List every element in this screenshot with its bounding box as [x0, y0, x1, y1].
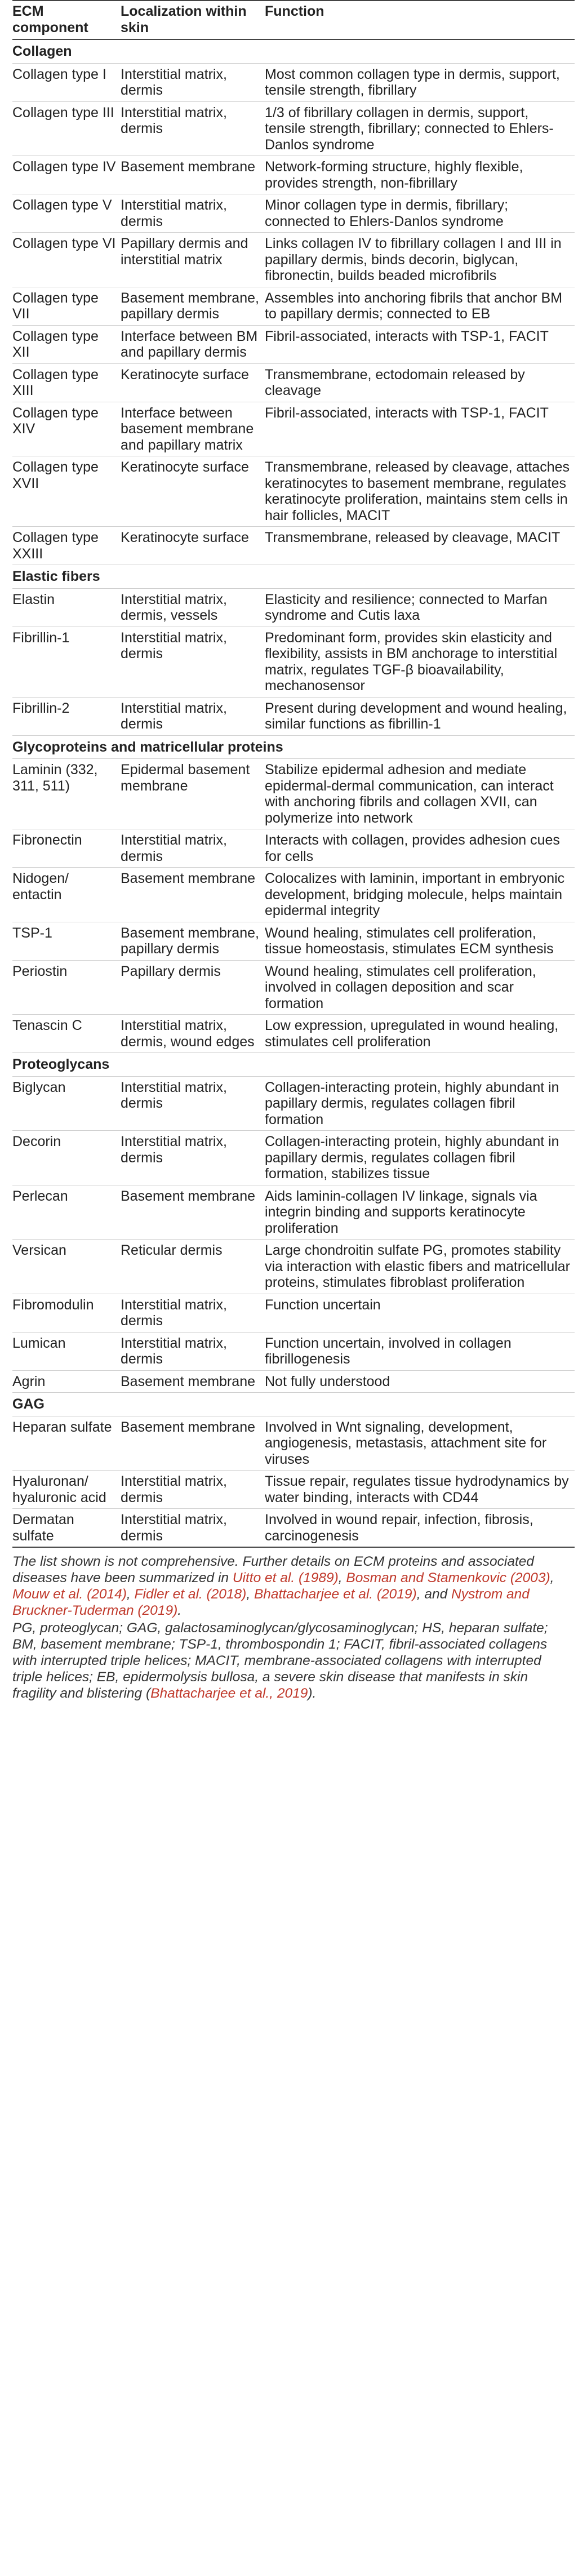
cell-function: Involved in Wnt signaling, development, angiogenesis, metastasis, attachment site for viruses — [265, 1416, 575, 1471]
table-row — [12, 325, 575, 363]
cell-component: Biglycan — [12, 1076, 121, 1131]
cell-function: Wound healing, stimulates cell proliferation, tissue homeostasis, stimulates ECM synthesis — [265, 922, 575, 960]
table-row — [12, 1185, 575, 1240]
cell-component: Lumican — [12, 1332, 121, 1370]
cell-function: Elasticity and resilience; connected to Marfan syndrome and Cutis laxa — [265, 588, 575, 627]
cell-localization: Interstitial matrix, dermis — [121, 1509, 265, 1548]
table-row — [12, 1471, 575, 1509]
table-row — [12, 960, 575, 1015]
cell-component: Versican — [12, 1240, 121, 1294]
cell-function: Transmembrane, released by cleavage, MACIT — [265, 527, 575, 565]
footnote-ref: Mouw et al. (2014) — [12, 1587, 127, 1602]
table-row — [12, 1015, 575, 1053]
cell-function: Collagen-interacting protein, highly abundant in papillary dermis, regulates collagen fibril formation, stabilizes tissue — [265, 1131, 575, 1185]
table-row — [12, 1131, 575, 1185]
table-row — [12, 194, 575, 233]
table-row — [12, 1240, 575, 1294]
section-title: Collagen — [12, 39, 575, 63]
cell-function: Network-forming structure, highly flexible, provides strength, non-fibrillary — [265, 156, 575, 194]
table-row — [12, 101, 575, 156]
table-row — [12, 697, 575, 735]
cell-localization: Keratinocyte surface — [121, 527, 265, 565]
cell-component: Collagen type VI — [12, 233, 121, 287]
cell-localization: Interstitial matrix, dermis — [121, 101, 265, 156]
cell-function: Transmembrane, released by cleavage, attaches keratinocytes to basement membrane, regulates keratinocyte proliferation, maintains stem cells in hair follicles, MACIT — [265, 456, 575, 527]
cell-component: Fibromodulin — [12, 1294, 121, 1332]
cell-component: Collagen type I — [12, 63, 121, 101]
cell-component: Fibronectin — [12, 829, 121, 868]
table-row — [12, 63, 575, 101]
footnote-scope: The list shown is not comprehensive. Further details on ECM proteins and associated diseases have been summarized in Uitto et al. (1989), Bosman and Stamenkovic (2003), Mouw et al. (2014), Fidler et al. (2018), Bhattacharjee et al. (2019), and Nystrom and Bruckner-Tuderman (2019). — [12, 1554, 554, 1618]
section-row — [12, 1053, 575, 1077]
cell-function: Function uncertain, involved in collagen fibrillogenesis — [265, 1332, 575, 1370]
cell-localization: Interstitial matrix, dermis, wound edges — [121, 1015, 265, 1053]
table-row — [12, 1416, 575, 1471]
section-title: Elastic fibers — [12, 565, 575, 589]
cell-component: Collagen type XVII — [12, 456, 121, 527]
cell-function: Wound healing, stimulates cell proliferation, involved in collagen deposition and scar formation — [265, 960, 575, 1015]
table-row — [12, 363, 575, 402]
footnote-intro: The list shown is not comprehensive. Further details on ECM proteins and associated diseases have been summarized in — [12, 1554, 535, 1585]
table-row — [12, 287, 575, 325]
table-row — [12, 922, 575, 960]
section-row — [12, 1393, 575, 1416]
cell-component: Dermatan sulfate — [12, 1509, 121, 1548]
cell-localization: Reticular dermis — [121, 1240, 265, 1294]
header-function: Function — [265, 1, 575, 39]
table-row — [12, 1509, 575, 1548]
cell-function: 1/3 of fibrillary collagen in dermis, support, tensile strength, fibrillary; connected to Ehlers-Danlos syndrome — [265, 101, 575, 156]
cell-component: Agrin — [12, 1370, 121, 1393]
cell-component: Collagen type VII — [12, 287, 121, 325]
cell-component: Collagen type XIV — [12, 402, 121, 456]
cell-function: Fibril-associated, interacts with TSP-1, FACIT — [265, 402, 575, 456]
cell-function: Present during development and wound healing, similar functions as fibrillin-1 — [265, 697, 575, 735]
section-title: GAG — [12, 1393, 575, 1416]
table-row — [12, 588, 575, 627]
footnote-abbrev-end: ). — [308, 1686, 317, 1701]
cell-localization: Interstitial matrix, dermis — [121, 1076, 265, 1131]
table-row — [12, 156, 575, 194]
table-row — [12, 527, 575, 565]
cell-function: Stabilize epidermal adhesion and mediate epidermal-dermal communication, can interact with anchoring fibrils and collagen XVII, can polymerize into network — [265, 759, 575, 829]
cell-component: Collagen type III — [12, 101, 121, 156]
cell-component: Collagen type XIII — [12, 363, 121, 402]
table-row — [12, 402, 575, 456]
cell-localization: Interstitial matrix, dermis — [121, 697, 265, 735]
cell-localization: Papillary dermis — [121, 960, 265, 1015]
header-localization: Localization within skin — [121, 1, 265, 39]
table-row — [12, 233, 575, 287]
cell-component: Decorin — [12, 1131, 121, 1185]
cell-localization: Epidermal basement membrane — [121, 759, 265, 829]
cell-component: Collagen type XII — [12, 325, 121, 363]
cell-function: Transmembrane, ectodomain released by cleavage — [265, 363, 575, 402]
cell-function: Low expression, upregulated in wound healing, stimulates cell proliferation — [265, 1015, 575, 1053]
cell-localization: Papillary dermis and interstitial matrix — [121, 233, 265, 287]
cell-component: TSP-1 — [12, 922, 121, 960]
cell-component: Collagen type IV — [12, 156, 121, 194]
table-footnote — [12, 1548, 575, 1702]
cell-function: Predominant form, provides skin elasticity and flexibility, assists in BM anchorage to interstitial matrix, regulates TGF-β bioavailability, mechanosensor — [265, 627, 575, 697]
footnote-ref: Bosman and Stamenkovic (2003) — [346, 1570, 550, 1585]
table-row — [12, 1076, 575, 1131]
table-row — [12, 1294, 575, 1332]
cell-localization: Basement membrane — [121, 1416, 265, 1471]
ecm-table — [12, 0, 575, 1548]
footnote-abbrev: PG, proteoglycan; GAG, galactosaminoglycan/glycosaminoglycan; HS, heparan sulfate; BM, basement membrane; TSP-1, thrombospondin 1; FACIT, fibril-associated collagens with interrupted triple helices; MACIT, membrane-associated collagens with interrupted triple helices; EB, epidermolysis bullosa, a severe skin disease that manifests in skin fragility and blistering ( — [12, 1620, 548, 1701]
cell-localization: Interface between basement membrane and papillary matrix — [121, 402, 265, 456]
cell-localization: Basement membrane — [121, 1370, 265, 1393]
footnote-ref: Nystrom and Bruckner-Tuderman (2019) — [12, 1587, 530, 1618]
cell-localization: Interstitial matrix, dermis — [121, 627, 265, 697]
cell-component: Laminin (332, 311, 511) — [12, 759, 121, 829]
cell-localization: Keratinocyte surface — [121, 363, 265, 402]
cell-component: Fibrillin-2 — [12, 697, 121, 735]
table-header-row — [12, 1, 575, 39]
cell-function: Most common collagen type in dermis, support, tensile strength, fibrillary — [265, 63, 575, 101]
cell-localization: Interstitial matrix, dermis — [121, 63, 265, 101]
table-row — [12, 759, 575, 829]
cell-localization: Basement membrane — [121, 156, 265, 194]
section-title: Proteoglycans — [12, 1053, 575, 1077]
table-row — [12, 829, 575, 868]
cell-localization: Basement membrane, papillary dermis — [121, 287, 265, 325]
table-row — [12, 627, 575, 697]
header-ecm-component: ECM component — [12, 1, 121, 39]
cell-localization: Interstitial matrix, dermis — [121, 1131, 265, 1185]
cell-localization: Interstitial matrix, dermis — [121, 1332, 265, 1370]
section-title: Glycoproteins and matricellular proteins — [12, 735, 575, 759]
cell-localization: Interstitial matrix, dermis, vessels — [121, 588, 265, 627]
cell-component: Collagen type XXIII — [12, 527, 121, 565]
cell-function: Assembles into anchoring fibrils that anchor BM to papillary dermis; connected to EB — [265, 287, 575, 325]
cell-function: Links collagen IV to fibrillary collagen I and III in papillary dermis, binds decorin, biglycan, fibronectin, builds beaded microfibrils — [265, 233, 575, 287]
table-body — [12, 39, 575, 1547]
section-row — [12, 735, 575, 759]
footnote-refs: Uitto et al. (1989), Bosman and Stamenkovic (2003), Mouw et al. (2014), Fidler et al. (2018), Bhattacharjee et al. (2019), and Nystrom and Bruckner-Tuderman (2019) — [12, 1570, 554, 1618]
footnote-ref: Uitto et al. (1989) — [232, 1570, 339, 1585]
cell-localization: Basement membrane — [121, 868, 265, 922]
cell-function: Colocalizes with laminin, important in embryonic development, bridging molecule, helps maintain epidermal integrity — [265, 868, 575, 922]
cell-function: Tissue repair, regulates tissue hydrodynamics by water binding, interacts with CD44 — [265, 1471, 575, 1509]
cell-localization: Interstitial matrix, dermis — [121, 829, 265, 868]
cell-localization: Basement membrane — [121, 1185, 265, 1240]
cell-component: Perlecan — [12, 1185, 121, 1240]
cell-component: Tenascin C — [12, 1015, 121, 1053]
cell-component: Hyaluronan/ hyaluronic acid — [12, 1471, 121, 1509]
section-row — [12, 565, 575, 589]
cell-function: Interacts with collagen, provides adhesion cues for cells — [265, 829, 575, 868]
cell-component: Heparan sulfate — [12, 1416, 121, 1471]
cell-localization: Interstitial matrix, dermis — [121, 1471, 265, 1509]
cell-component: Collagen type V — [12, 194, 121, 233]
footnote-abbrev-ref: Bhattacharjee et al., 2019 — [150, 1686, 308, 1701]
table-row — [12, 868, 575, 922]
cell-component: Periostin — [12, 960, 121, 1015]
cell-function: Not fully understood — [265, 1370, 575, 1393]
table-row — [12, 456, 575, 527]
cell-localization: Interface between BM and papillary dermis — [121, 325, 265, 363]
cell-localization: Keratinocyte surface — [121, 456, 265, 527]
cell-localization: Interstitial matrix, dermis — [121, 194, 265, 233]
table-row — [12, 1370, 575, 1393]
footnote-ref: Bhattacharjee et al. (2019) — [254, 1587, 417, 1602]
table-row — [12, 1332, 575, 1370]
cell-function: Collagen-interacting protein, highly abundant in papillary dermis, regulates collagen fibril formation — [265, 1076, 575, 1131]
cell-component: Elastin — [12, 588, 121, 627]
cell-function: Minor collagen type in dermis, fibrillary; connected to Ehlers-Danlos syndrome — [265, 194, 575, 233]
cell-component: Nidogen/ entactin — [12, 868, 121, 922]
cell-function: Large chondroitin sulfate PG, promotes stability via interaction with elastic fibers and matricellular proteins, stimulates fibroblast proliferation — [265, 1240, 575, 1294]
footnote-ref: Fidler et al. (2018) — [134, 1587, 247, 1602]
cell-function: Function uncertain — [265, 1294, 575, 1332]
cell-component: Fibrillin-1 — [12, 627, 121, 697]
cell-localization: Basement membrane, papillary dermis — [121, 922, 265, 960]
cell-function: Involved in wound repair, infection, fibrosis, carcinogenesis — [265, 1509, 575, 1548]
cell-function: Aids laminin-collagen IV linkage, signals via integrin binding and supports keratinocyte proliferation — [265, 1185, 575, 1240]
section-row — [12, 39, 575, 63]
cell-function: Fibril-associated, interacts with TSP-1, FACIT — [265, 325, 575, 363]
footnote-abbreviations — [12, 1620, 575, 1702]
cell-localization: Interstitial matrix, dermis — [121, 1294, 265, 1332]
